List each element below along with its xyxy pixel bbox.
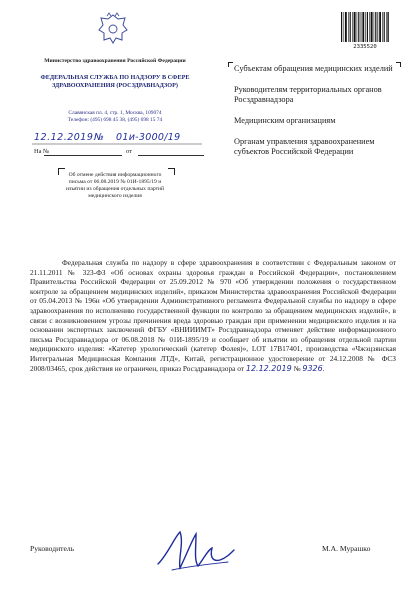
letter-main-text: Федеральная служба по надзору в сфере здравоохранения в соответствии с Федеральным законом от 21.11.2011 № 323-ФЗ «Об основах охраны здоровья граждан в Российской Федерации», постановлением Правительства Российской Федерации от 25.09.2012 № 970 «Об утверждении положения о государственном контроле за обращением медицинских изделий», приказом Министерства здравоохранения Российской Федерации от 05.04.2013 № 196н «Об утверждении Административного регламента Федеральной службы по надзору в сфере здравоохранения по исполнению государственной функции по контролю за обращением медицинских изделий», в связи с возникновением угрозы причинения вреда здоровью граждан при применении медицинского изделия и на основании экспертных заключений ФГБУ «ВНИИИМТ» Росздравнадзора отменяет действие информационного письма Росздравнадзора от 06.08.2018 № 01И-1895/19 и сообщает об изъятии из обращения отдельной партии медицинского изделия: «Катетер урологический (катетер Фолея)», LOT 17B17401, производства «Чжэцзянская Интегральная Медицинская Компания ЛТД», Китай, регистрационное удостоверение от 24.12.2008 № ФСЗ 2008/03465, срок действия не ограничен, приказ Росздравнадзора от	[30, 258, 396, 373]
document-subject: Об отмене действия информационного письма от 06.08.2019 № 01И-1895/19 и изъятии из обращения отдельных партий медицинского изделия	[65, 172, 165, 199]
recipient-item: Субъектам обращения медицинских изделий	[234, 64, 393, 73]
ministry-name: Министерство здравоохранения Российской Федерации	[44, 58, 186, 64]
order-date: 12.12.2019	[245, 363, 292, 373]
recipient-item: Руководителям территориальных органов Росздравнадзора	[234, 85, 382, 104]
phone-line: Телефон: (495) 698 45 38, (495) 698 15 74	[67, 117, 163, 123]
recipients-corner-left	[228, 62, 233, 67]
reference-number-line	[44, 155, 122, 156]
signer-position: Руководитель	[30, 544, 75, 553]
handwritten-signature	[150, 520, 240, 580]
registration-date: 12.12.2019	[34, 132, 94, 143]
reference-date-label: от	[126, 148, 132, 155]
service-name: ФЕДЕРАЛЬНАЯ СЛУЖБА ПО НАДЗОРУ В СФЕРЕ ЗДРАВООХРАНЕНИЯ (РОСЗДРАВНАДЗОР)	[40, 74, 190, 89]
reference-date-line	[138, 155, 204, 156]
address-line: Славянская пл. 4, стр. 1, Москва, 109074	[68, 110, 162, 116]
order-number-sign: №	[293, 363, 301, 373]
order-number: 9326	[302, 363, 323, 373]
barcode-icon	[340, 12, 390, 42]
registration-underline	[32, 142, 204, 146]
recipients-list	[234, 64, 404, 168]
registration-number: 01и-3000/19	[116, 132, 181, 143]
order-end: .	[322, 363, 325, 373]
recipient-item: Органам управления здравоохранением субъектов Российской Федерации	[234, 137, 375, 156]
registration-number-sign: №	[94, 132, 104, 143]
signer-name: М.А. Мурашко	[322, 544, 371, 553]
recipient-item: Медицинским организациям	[234, 116, 336, 125]
letter-body	[30, 258, 396, 373]
barcode-number: 2335520	[353, 44, 377, 50]
coat-of-arms-icon	[96, 12, 130, 46]
reference-number-label: На №	[34, 148, 50, 155]
letter-paragraph	[30, 258, 396, 373]
address-block	[40, 110, 190, 124]
reference-row	[34, 148, 204, 158]
